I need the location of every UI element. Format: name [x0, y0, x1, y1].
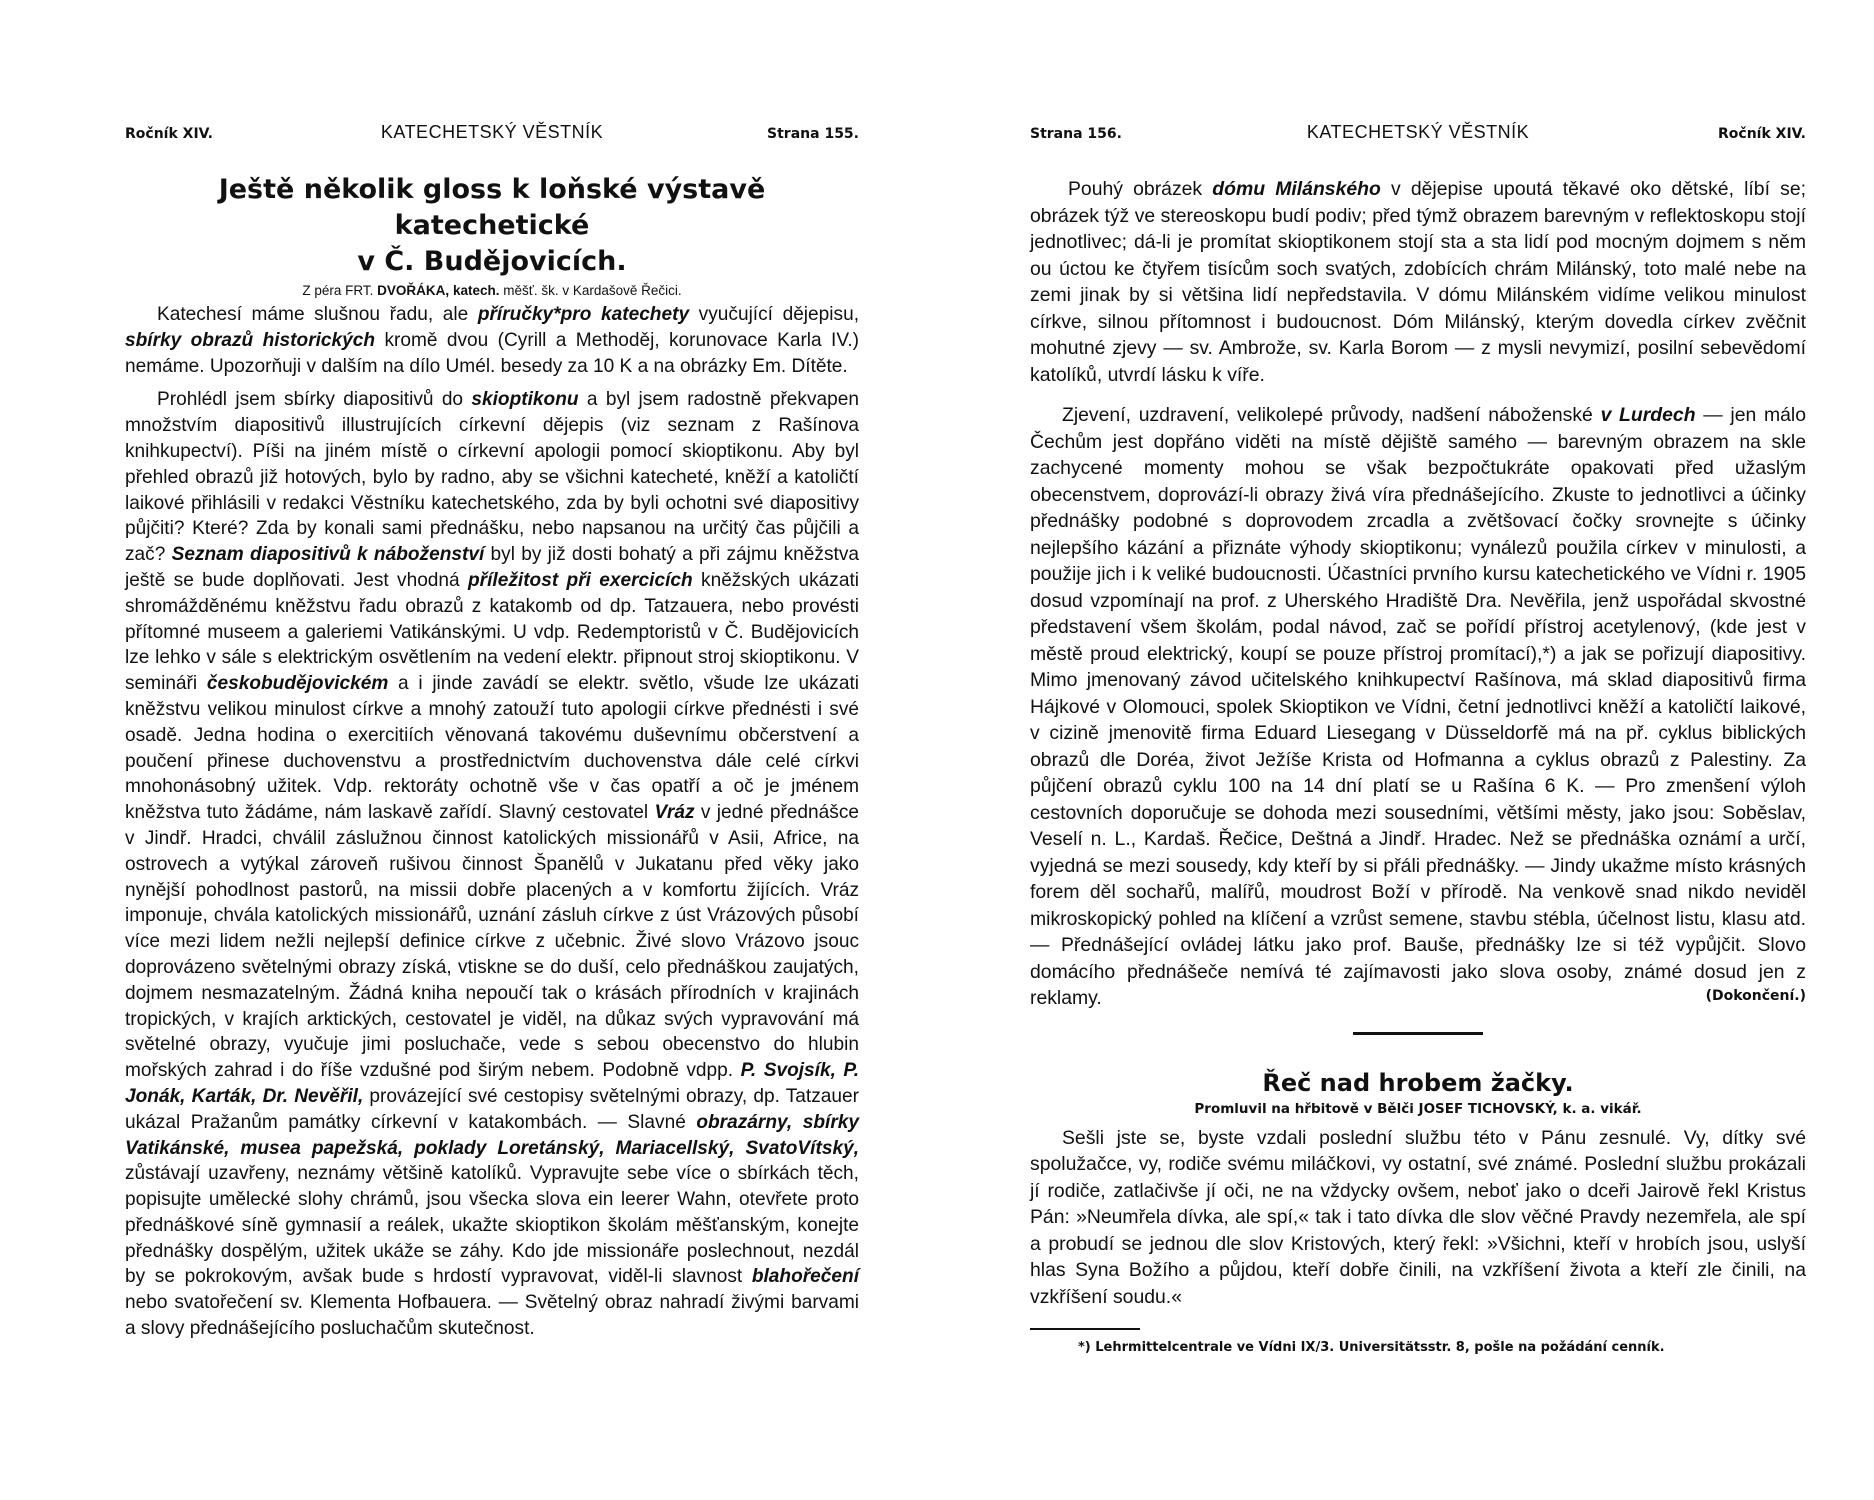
text-run: Pouhý obrázek	[1068, 178, 1213, 200]
byline-prefix: Z péra FRT.	[302, 283, 374, 298]
article-title-line1: Ještě několik gloss k loňské výstavě katechetické	[218, 174, 766, 241]
emphasis-run: skioptikonu	[471, 389, 579, 411]
text-run: kněžských ukázati shromážděnému kněžstvu řadu obrazů z katakomb od dp. Tatzauera, nebo provésti přítomné museem a galeriemi Vatikánskými. U vdp. Redemptoristů v Č. Budějovicích lze lehko v sále s elektrickým osvětlením na vedení elektr. připnout stroj skioptikonu. V semináři	[125, 569, 859, 695]
text-run: kromě dvou (Cyrill a Methoděj, korunovace Karla IV.) nemáme. Upozorňuji v dalším na dílo Umél. besedy za 10 K a na obrázky Em. Dítěte.	[125, 329, 859, 377]
article2-byline: Promluvil na hřbitově v Bělči JOSEF TICHOVSKÝ, k. a. vikář.	[1194, 1100, 1642, 1117]
emphasis-run: Vráz	[654, 802, 695, 824]
page-number: Strana 156.	[1030, 126, 1122, 142]
footnote-rule	[1030, 1328, 1140, 1330]
emphasis-run: P. Svojsík, P. Jonák, Karták, Dr. Nevěřil,	[125, 1060, 860, 1107]
emphasis-run: v Lurdech	[1600, 404, 1696, 426]
journal-title: KATECHETSKÝ VĚSTNÍK	[380, 122, 604, 142]
byline-role: katech.	[452, 283, 500, 298]
text-run: byl by již dosti bohatý a při zájmu kněžstva ještě se bude doplňovati. Jest vhodná	[125, 544, 859, 591]
text-run: Zjevení, uzdravení, velikolepé průvody, nadšení náboženské	[1062, 404, 1601, 426]
left-page-body	[125, 172, 859, 1342]
footnote: *) Lehrmittelcentrale ve Vídni IX/3. Universitätsstr. 8, pošle na požádání cenník.	[1078, 1340, 1665, 1355]
emphasis-run: sbírky obrazů historických	[125, 329, 376, 351]
text-run: — jen málo Čechům jest dopřáno viděti na místě dějiště samého — barevným obrazem na skle zachycené momenty mohou se však bezpočtukráte opakovati před užaslým obecenstvem, doprovází-li obrazy živá víra přednášejícího. Zkuste to jednotlivci a účinky přednášky podobné s doprovodem zrcadla a zvětšovací čočky srovnejte s účinky nejlepšího kázání a přiznáte výhody skioptikonu; vynálezů použila církev v minulosti, a použije jich i k veliké budoucnosti. Účastníci prvního kursu katechetického ve Vídni r. 1905 dosud vzpomínají na prof. z Uherského Hradiště Dra. Nevěřila, jenž uspořádal skvostné představení všem školám, podal návod, zač se pořídí přístroj acetylenový, (kde jest v městě proud elektrický, koupí se pouze přístroj promítací),*) a jak se pořizují diapositivy. Mimo jmenovaný závod učitelského knihkupectví Rašínova, má sklad diapositivů firma Hájkové v Olomouci, spolek Skioptikon ve Vídni, četní jednotlivci kněží a katoličtí laikové, v cizině jmenovitě firma Eduard Liesegang v Düsseldorfě má na př. cyklus biblických obrazů dle Doréa, život Ježíše Krista od Hofmanna a cyklus obrazů z Palestiny. Za půjčení obrazů cyklu 100 na 14 dní platí se u Rašína 6 K. — Pro zmenšení výloh cestovních doporučuje se dohoda mezi sousedními, většími městy, jako jsou: Soběslav, Veselí n. L., Kardaš. Řečice, Deštná a Jindř. Hradec. Než se přednáška oznámí a určí, vyjedná se mezi sousedy, kdy kteří by si přáli přednášky. — Jindy ukažme místo krásných forem děl sochařů, malířů, moudrost Boží v přírodě. Na venkově snad nikdo neviděl mikroskopický pohled na klíčení a vzrůst semene, stavbu stébla, účelnost listu, klasu atd. — Přednášející ovládej látku jako prof. Bauše, přednášky lze si též vypůjčit. Slovo domácího přednášeče nemívá té zajímavosti jako slova osoby, známé dosud jen z reklamy.	[1030, 404, 1807, 1009]
emphasis-run: Seznam diapositivů k náboženství	[171, 544, 485, 566]
text-run: Katechesí máme slušnou řadu, ale	[157, 304, 478, 325]
page-number: Strana 155.	[767, 126, 859, 142]
emphasis-run: příručky*pro katechety	[477, 304, 690, 325]
text-run: provázející své cestopisy světelnými obrazy, dp. Tatzauer ukázal Pražanům památky církevní v katakombách. — Slavné	[125, 1085, 859, 1133]
emphasis-run: obrazárny, sbírky Vatikánské, musea papežská, poklady Loretánský, Mariacellský, SvatoVítský,	[125, 1111, 859, 1159]
left-page	[125, 0, 859, 1500]
text-run: Prohlédl jsem sbírky diapositivů do	[157, 389, 472, 411]
article-title-line2: v Č. Budějovicích.	[357, 246, 627, 277]
text-run: vyučující dějepisu,	[689, 304, 860, 325]
emphasis-run: příležitost při exercicích	[468, 569, 693, 591]
text-run: v jedné přednášce v Jindř. Hradci, chválil záslužnou činnost katolických missionářů v Asii, Africe, na ostrovech a vytýkal zároveň rušivou činnost Španělů v Jukatanu před věky jako nynější pohodlnost pastorů, na missii dobře placených a v komfortu žijících. Vráz imponuje, chvála katolických missionářů, uznání zásluh církve z úst Vrázových působí více mezi lidem nežli nejlepší definice církve z učebnic. Živé slovo Vrázovo jsouc doprovázeno světelnými obrazy získá, vtiskne se do duší, celo přednáškou zaujatých, dojmem nesmazatelným. Žádná kniha nepoučí tak o krásách přírodních v krajinách tropických, v krajích arktických, cestovatel je viděl, na důkaz svých vypravování má světelné obrazy, vyučuje jimi posluchače, vede s sebou obecenstvo do hlubin mořských zahrad i do říše vzdušné pod širým nebem. Podobně vdpp.	[125, 802, 859, 1082]
volume-label: Ročník XIV.	[125, 126, 213, 142]
article-byline	[125, 283, 859, 298]
byline-author: DVOŘÁKA,	[377, 283, 450, 298]
text-run: v dějepise upoutá těkavé oko dětské, líbí se; obrázek týž ve stereoskopu budí podiv; před týmž obrazem barevným v reflektoskopu stojí jednotlivec; dá-li je promítat skioptikonem stojí sta a sta lidí pod mocným dojmem s něm ou úctou ke čtyřem tisícům soch svatých, zdobících chrám Milánský, toto malé nebe na zemi jinak by si většina lidí nepředstavila. V dómu Milánském vidíme velikou minulost církve, silnou přítomnost i budoucnost. Dóm Milánský, kterým dovedla církev zvěčnit mohutné zjevy — sv. Ambrože, sv. Karla Borom — z mysli nevymizí, posilní sebevědomí katolíků, utvrdí lásku k víře.	[1030, 178, 1807, 386]
text-run: zůstávají uzavřeny, neznámy většině katolíků. Vypravujte sebe více o sbírkách těch, popisujte umělecké slohy chrámů, jsou všecka slova ein leerer Wahn, otevřete proto přednáškové síně gymnasií a reálek, ukažte skioptikon školám měšťanským, konejte přednášky dospělým, užitek ukáže se záhy. Kdo jde missionáře poslechnout, nezdál by se pokrokovým, avšak bude s hrdostí vypravovat, viděl-li slavnost	[125, 1163, 859, 1288]
emphasis-run: blahořečení	[751, 1266, 859, 1288]
paragraph-continued-1	[1030, 176, 1806, 388]
right-page-body	[1030, 176, 1806, 1355]
article-title	[125, 172, 859, 280]
emphasis-run: dómu Milánského	[1212, 178, 1381, 200]
journal-title: KATECHETSKÝ VĚSTNÍK	[1306, 122, 1530, 142]
right-page	[1030, 0, 1806, 1500]
to-be-continued-note: (Dokončení.)	[1705, 987, 1806, 1004]
text-run: nebo svatořečení sv. Klementa Hofbauera. — Světelný obraz nahradí živými barvami a slovy přednášejícího posluchačům skutečnost.	[125, 1292, 859, 1340]
left-running-header	[125, 122, 859, 148]
section-divider	[1353, 1032, 1483, 1035]
paragraph-2	[125, 387, 859, 1341]
article2-paragraph: Sešli jste se, byste vzdali poslední službu této v Pánu zesnulé. Vy, dítky své spolužačce, vy, rodiče svému miláčkovi, vy ostatní, své známé. Poslední službu prokázali jí rodiče, zatlačivše jí oči, ne na vždycky ovšem, neboť jako o dceři Jairově řekl Kristus Pán: »Neumřela dívka, ale spí,« tak i tato dívka dle slov věčné Pravdy nezemřela, ale spí a probudí se jednou dle slov Kristových, který řekl: »Všichni, kteří v hrobích jsou, uslyší hlas Syna Božího a půjdou, kteří dobře činili, na vzkříšení života a kteří zle činili, na vzkříšení soudu.«	[1030, 1126, 1806, 1308]
paragraph-continued-2	[1030, 402, 1806, 1012]
volume-label: Ročník XIV.	[1718, 126, 1806, 142]
text-run: a i jinde zavádí se elektr. světlo, všude lze ukázati kněžstvu velikou minulost církve a mnohý zatouží tuto apologii církve přednésti i své osadě. Jedna hodina o exercitiích věnovaná takovému duševnímu občerstvení a poučení přinese duchovenstvu a prostřednictvím duchovenstva dále celé církvi mnohonásobný užitek. Vdp. rektoráty ochotně vše v čas opatří a oč je jménem kněžstva tuto žádáme, nám laskavě zařídí. Slavný cestovatel	[125, 673, 859, 824]
emphasis-run: českobudějovickém	[206, 673, 389, 695]
byline-suffix: měšť. šk. v Kardašově Řečici.	[503, 283, 682, 298]
text-run: a byl jsem radostně překvapen množstvím diapositivů illustrujících církevní dějepis (viz seznam z Rašínova knihkupectví). Píši na jiném místě o církevní apologii pomocí skioptikonu. Aby byl přehled obrazů již hotových, bylo by radno, aby se všichni katecheté, kněží a katoličtí laikové přihlásili v redakci Věstníku katechetského, zda by byli ochotni své diapositivy půjčiti? Které? Zda by konali sami přednášku, nebo napsanou na určitý čas půjčili a zač?	[125, 389, 859, 566]
article2-title: Řeč nad hrobem žačky.	[1262, 1068, 1574, 1097]
paragraph-1	[125, 302, 859, 379]
right-running-header	[1030, 122, 1806, 148]
